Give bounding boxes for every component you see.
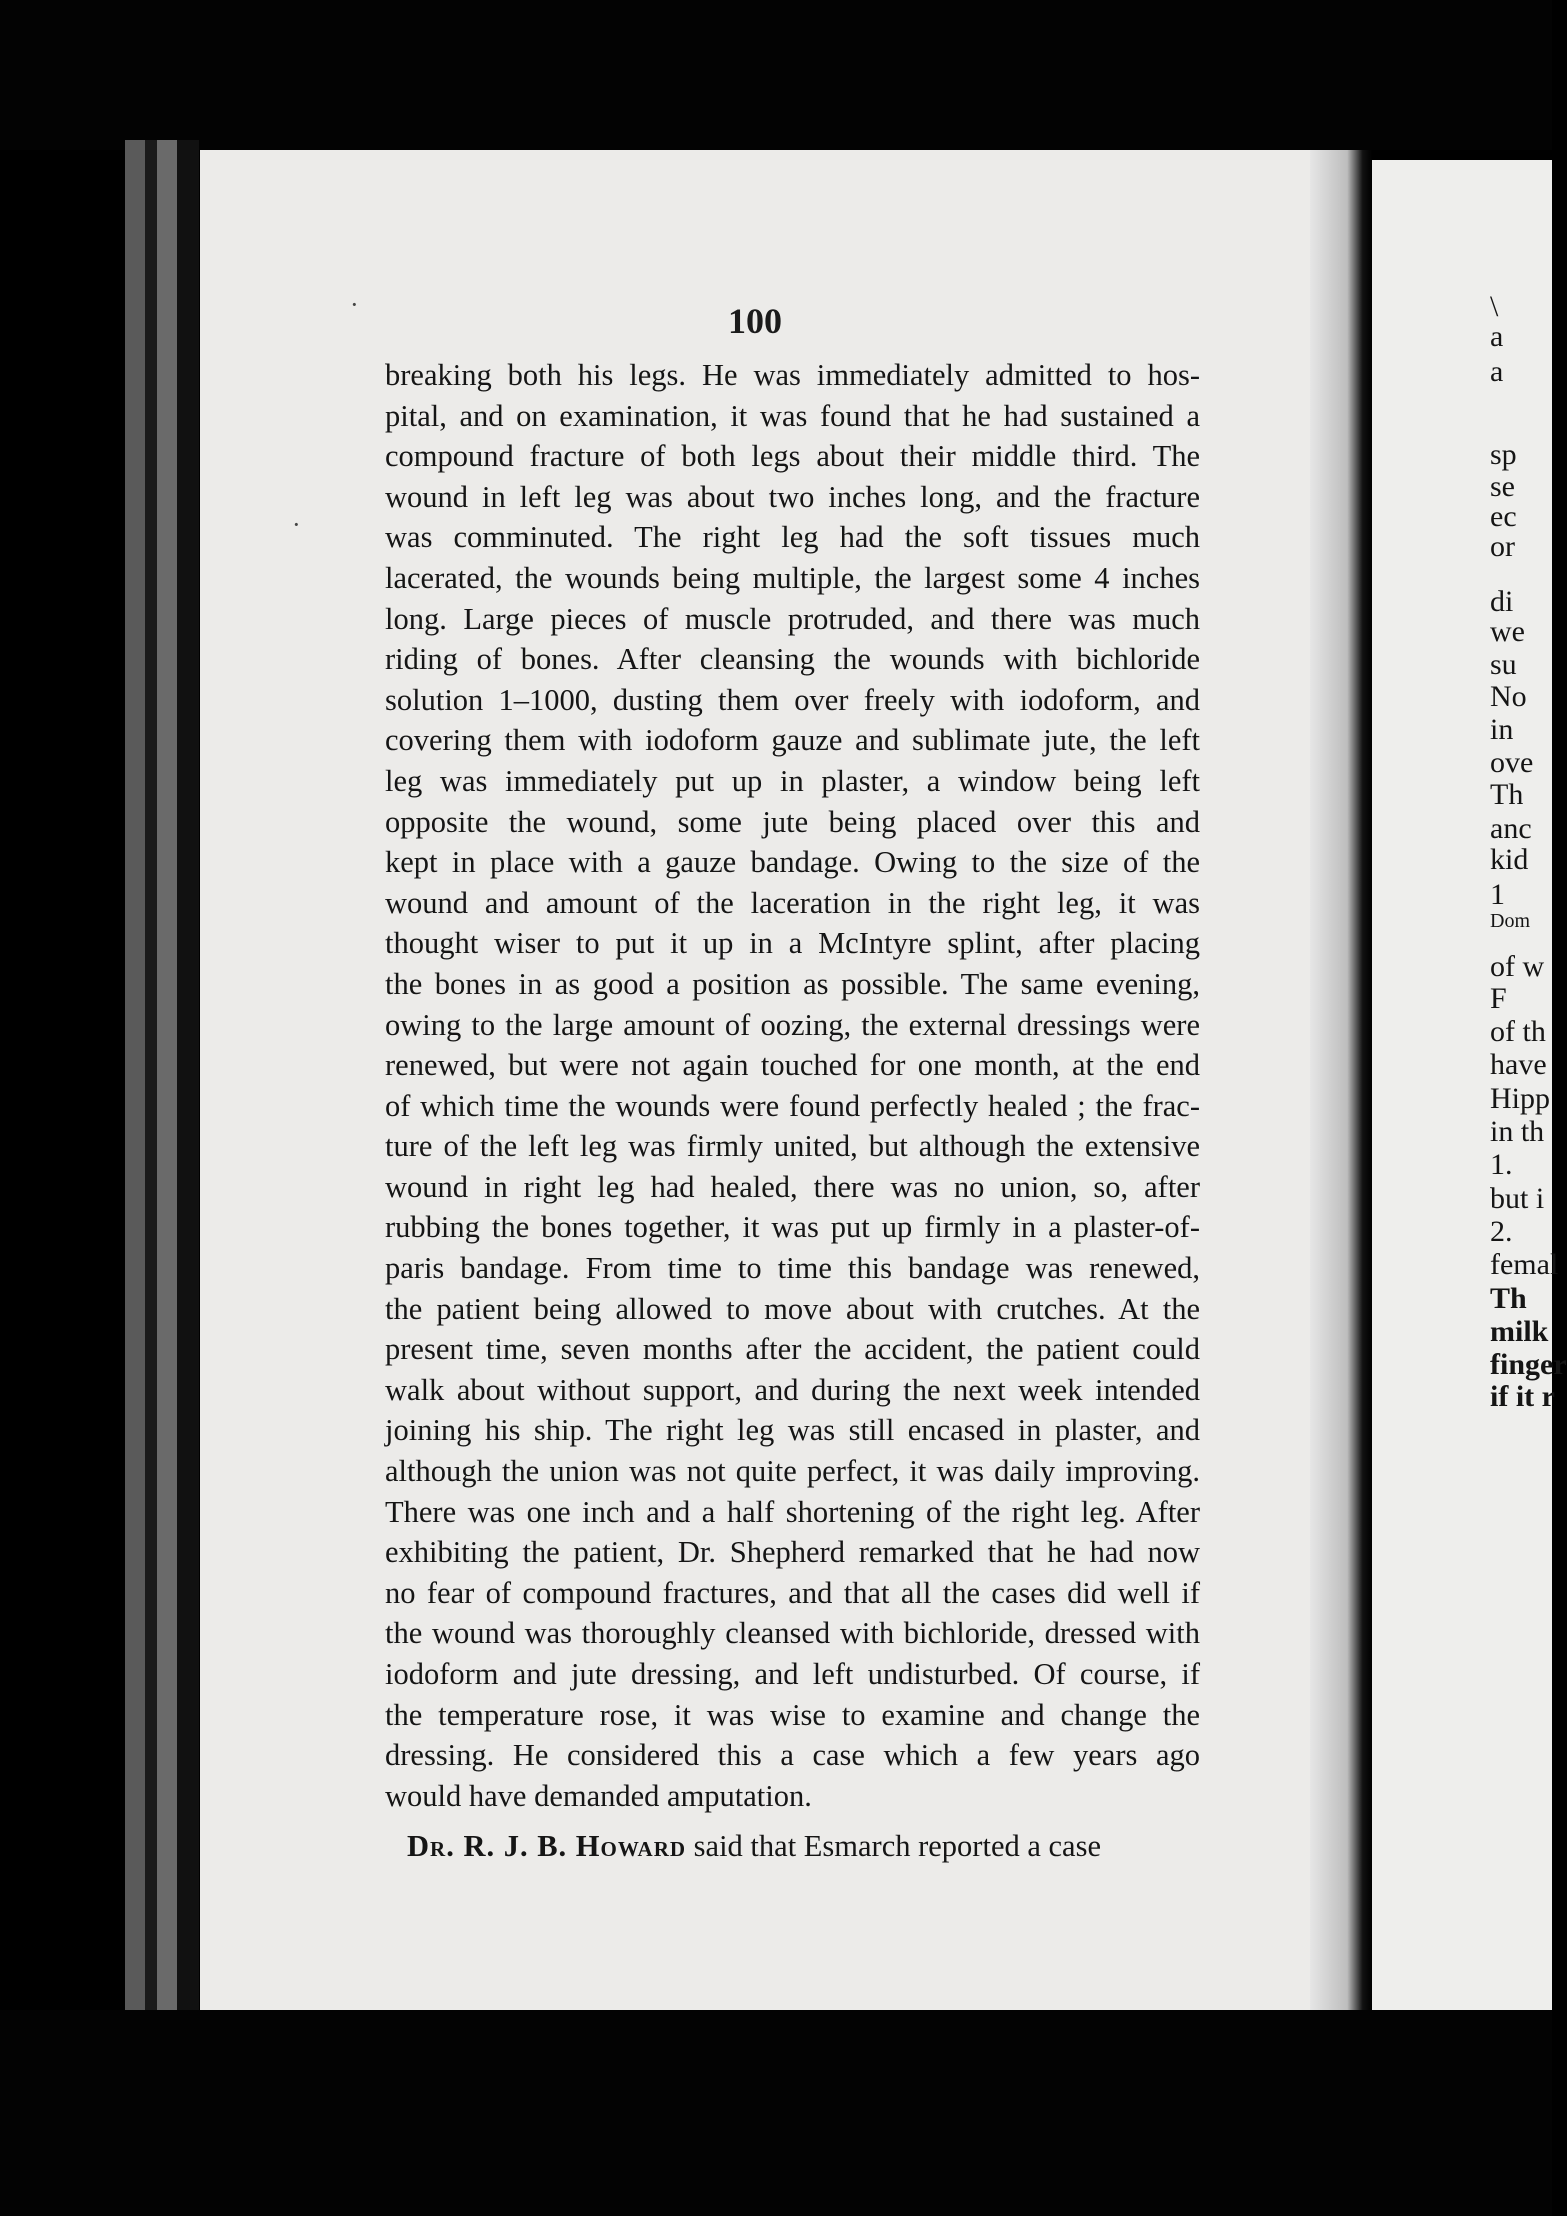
text-line: the bones in as good a position as possible. The same evening, [385,966,1200,1001]
right-page-fragment-line: di [1490,585,1514,618]
text-line: wound in right leg had healed, there was no union, so, after [385,1169,1200,1204]
text-line: thought wiser to put it up in a McIntyre splint, after placing [385,926,1200,961]
right-page-fragment-line: have [1490,1048,1547,1081]
text-line: present time, seven months after the accident, the patient could [385,1332,1200,1367]
right-page-fragment-line: kid [1490,843,1529,876]
right-page-fragment-line: if it r [1490,1380,1555,1413]
text-line: iodoform and jute dressing, and left undisturbed. Of course, if [385,1657,1200,1691]
text-line: opposite the wound, some jute being placed over this and [385,804,1200,839]
right-page-fragment-line: sp [1490,438,1517,471]
right-page-fragment-line: 1 [1490,878,1505,911]
right-page-fragment-line: in th [1490,1115,1545,1148]
text-line: covering them with iodoform gauze and sublimate jute, the left [385,723,1200,758]
text-line: breaking both his legs. He was immediately admitted to hos- [385,358,1200,392]
book-edge [157,140,177,2030]
text-line: long. Large pieces of muscle protruded, and there was much [385,601,1200,636]
right-page-fragment-line: F [1490,982,1507,1015]
right-page-fragment-line: Th [1490,778,1524,811]
right-page-fragment-line: but i [1490,1182,1545,1215]
right-page-fragment-line: Hipp [1490,1082,1550,1115]
text-line: of which time the wounds were found perfectly healed ; the frac- [385,1088,1200,1123]
book-gutter [1310,150,1372,2015]
right-page-fragment-line: Dom [1490,910,1530,932]
right-page-fragment-line: su [1490,648,1517,681]
right-page-fragment-line: ec [1490,500,1517,533]
scan-speck: · [350,290,359,319]
text-line: would have demanded amputation. [385,1778,812,1813]
book-edge [145,140,157,2030]
speaker-line-text: said that Esmarch reported a case [686,1829,1101,1864]
text-line: leg was immediately put up in plaster, a window being left [385,763,1200,798]
right-page-fragment-line: Th [1490,1282,1527,1315]
right-page-fragment-line: femal [1490,1248,1559,1281]
text-line: owing to the large amount of oozing, the external dressings were [385,1007,1200,1042]
text-line: solution 1–1000, dusting them over freely with iodoform, and [385,682,1200,717]
right-page-fragment-line: a [1490,320,1504,353]
text-line: the patient being allowed to move about with crutches. At the [385,1291,1200,1326]
right-page-fragment-line: we [1490,615,1525,648]
right-page-text [1372,160,1567,2010]
text-line: walk about without support, and during the next week intended [385,1372,1200,1407]
page-number: 100 [728,301,782,341]
scan-border-bottom [0,2010,1552,2216]
right-page-fragment-line: of w [1490,950,1545,983]
book-edge [125,140,145,2030]
book-edge [177,140,199,2030]
paragraph-speaker-line [385,1826,1200,1867]
text-line: wound in left leg was about two inches long, and the fracture [385,479,1200,514]
text-line: the wound was thoroughly cleansed with bichloride, dressed with [385,1616,1200,1651]
text-line: There was one inch and a half shortening of the right leg. After [385,1494,1200,1529]
right-page-fragment-line: or [1490,530,1515,563]
text-line: rubbing the bones together, it was put up firmly in a plaster-of- [385,1210,1200,1245]
right-page-fragment-line: \ [1490,290,1499,323]
text-line: lacerated, the wounds being multiple, the largest some 4 inches [385,560,1200,595]
right-page-fragment-line: of th [1490,1015,1546,1048]
right-page-fragment [1372,160,1567,2010]
text-line: was comminuted. The right leg had the soft tissues much [385,520,1200,555]
right-page-fragment-line: 1. [1490,1148,1513,1181]
text-line: joining his ship. The right leg was still encased in plaster, and [385,1413,1200,1448]
right-page-fragment-line: No [1490,680,1527,713]
text-line: kept in place with a gauze bandage. Owing to the size of the [385,845,1200,880]
body-text [385,355,1200,1867]
text-line: no fear of compound fractures, and that all the cases did well if [385,1575,1200,1610]
speaker-name: Dr. R. J. B. Howard [407,1829,687,1864]
text-line: compound fracture of both legs about their middle third. The [385,439,1200,474]
right-page-fragment-line: 2. [1490,1215,1513,1248]
text-line: pital, and on examination, it was found that he had sustained a [385,398,1200,433]
right-page-fragment-line: milk [1490,1315,1549,1348]
text-line: exhibiting the patient, Dr. Shepherd remarked that he had now [385,1535,1200,1570]
text-line: riding of bones. After cleansing the wounds with bichloride [385,642,1200,677]
text-line: although the union was not quite perfect, it was daily improving. [385,1454,1200,1489]
text-line: wound and amount of the laceration in the right leg, it was [385,885,1200,920]
scan-border-top [0,0,1552,150]
right-page-fragment-line: in [1490,713,1514,746]
right-page-fragment-line: ove [1490,746,1534,779]
text-line: renewed, but were not again touched for one month, at the end [385,1048,1200,1083]
text-line: paris bandage. From time to time this bandage was renewed, [385,1251,1200,1286]
right-page-fragment-line: a [1490,355,1504,388]
text-line: ture of the left leg was firmly united, but although the extensive [385,1129,1200,1164]
right-page-fragment-line: se [1490,470,1515,503]
right-page-fragment-line: anc [1490,812,1532,845]
text-line: dressing. He considered this a case which a few years ago [385,1738,1200,1773]
scan-speck: · [292,510,301,539]
right-page-fragment-line: finger [1490,1348,1567,1381]
left-page [200,150,1310,2015]
text-line: the temperature rose, it was wise to examine and change the [385,1697,1200,1732]
